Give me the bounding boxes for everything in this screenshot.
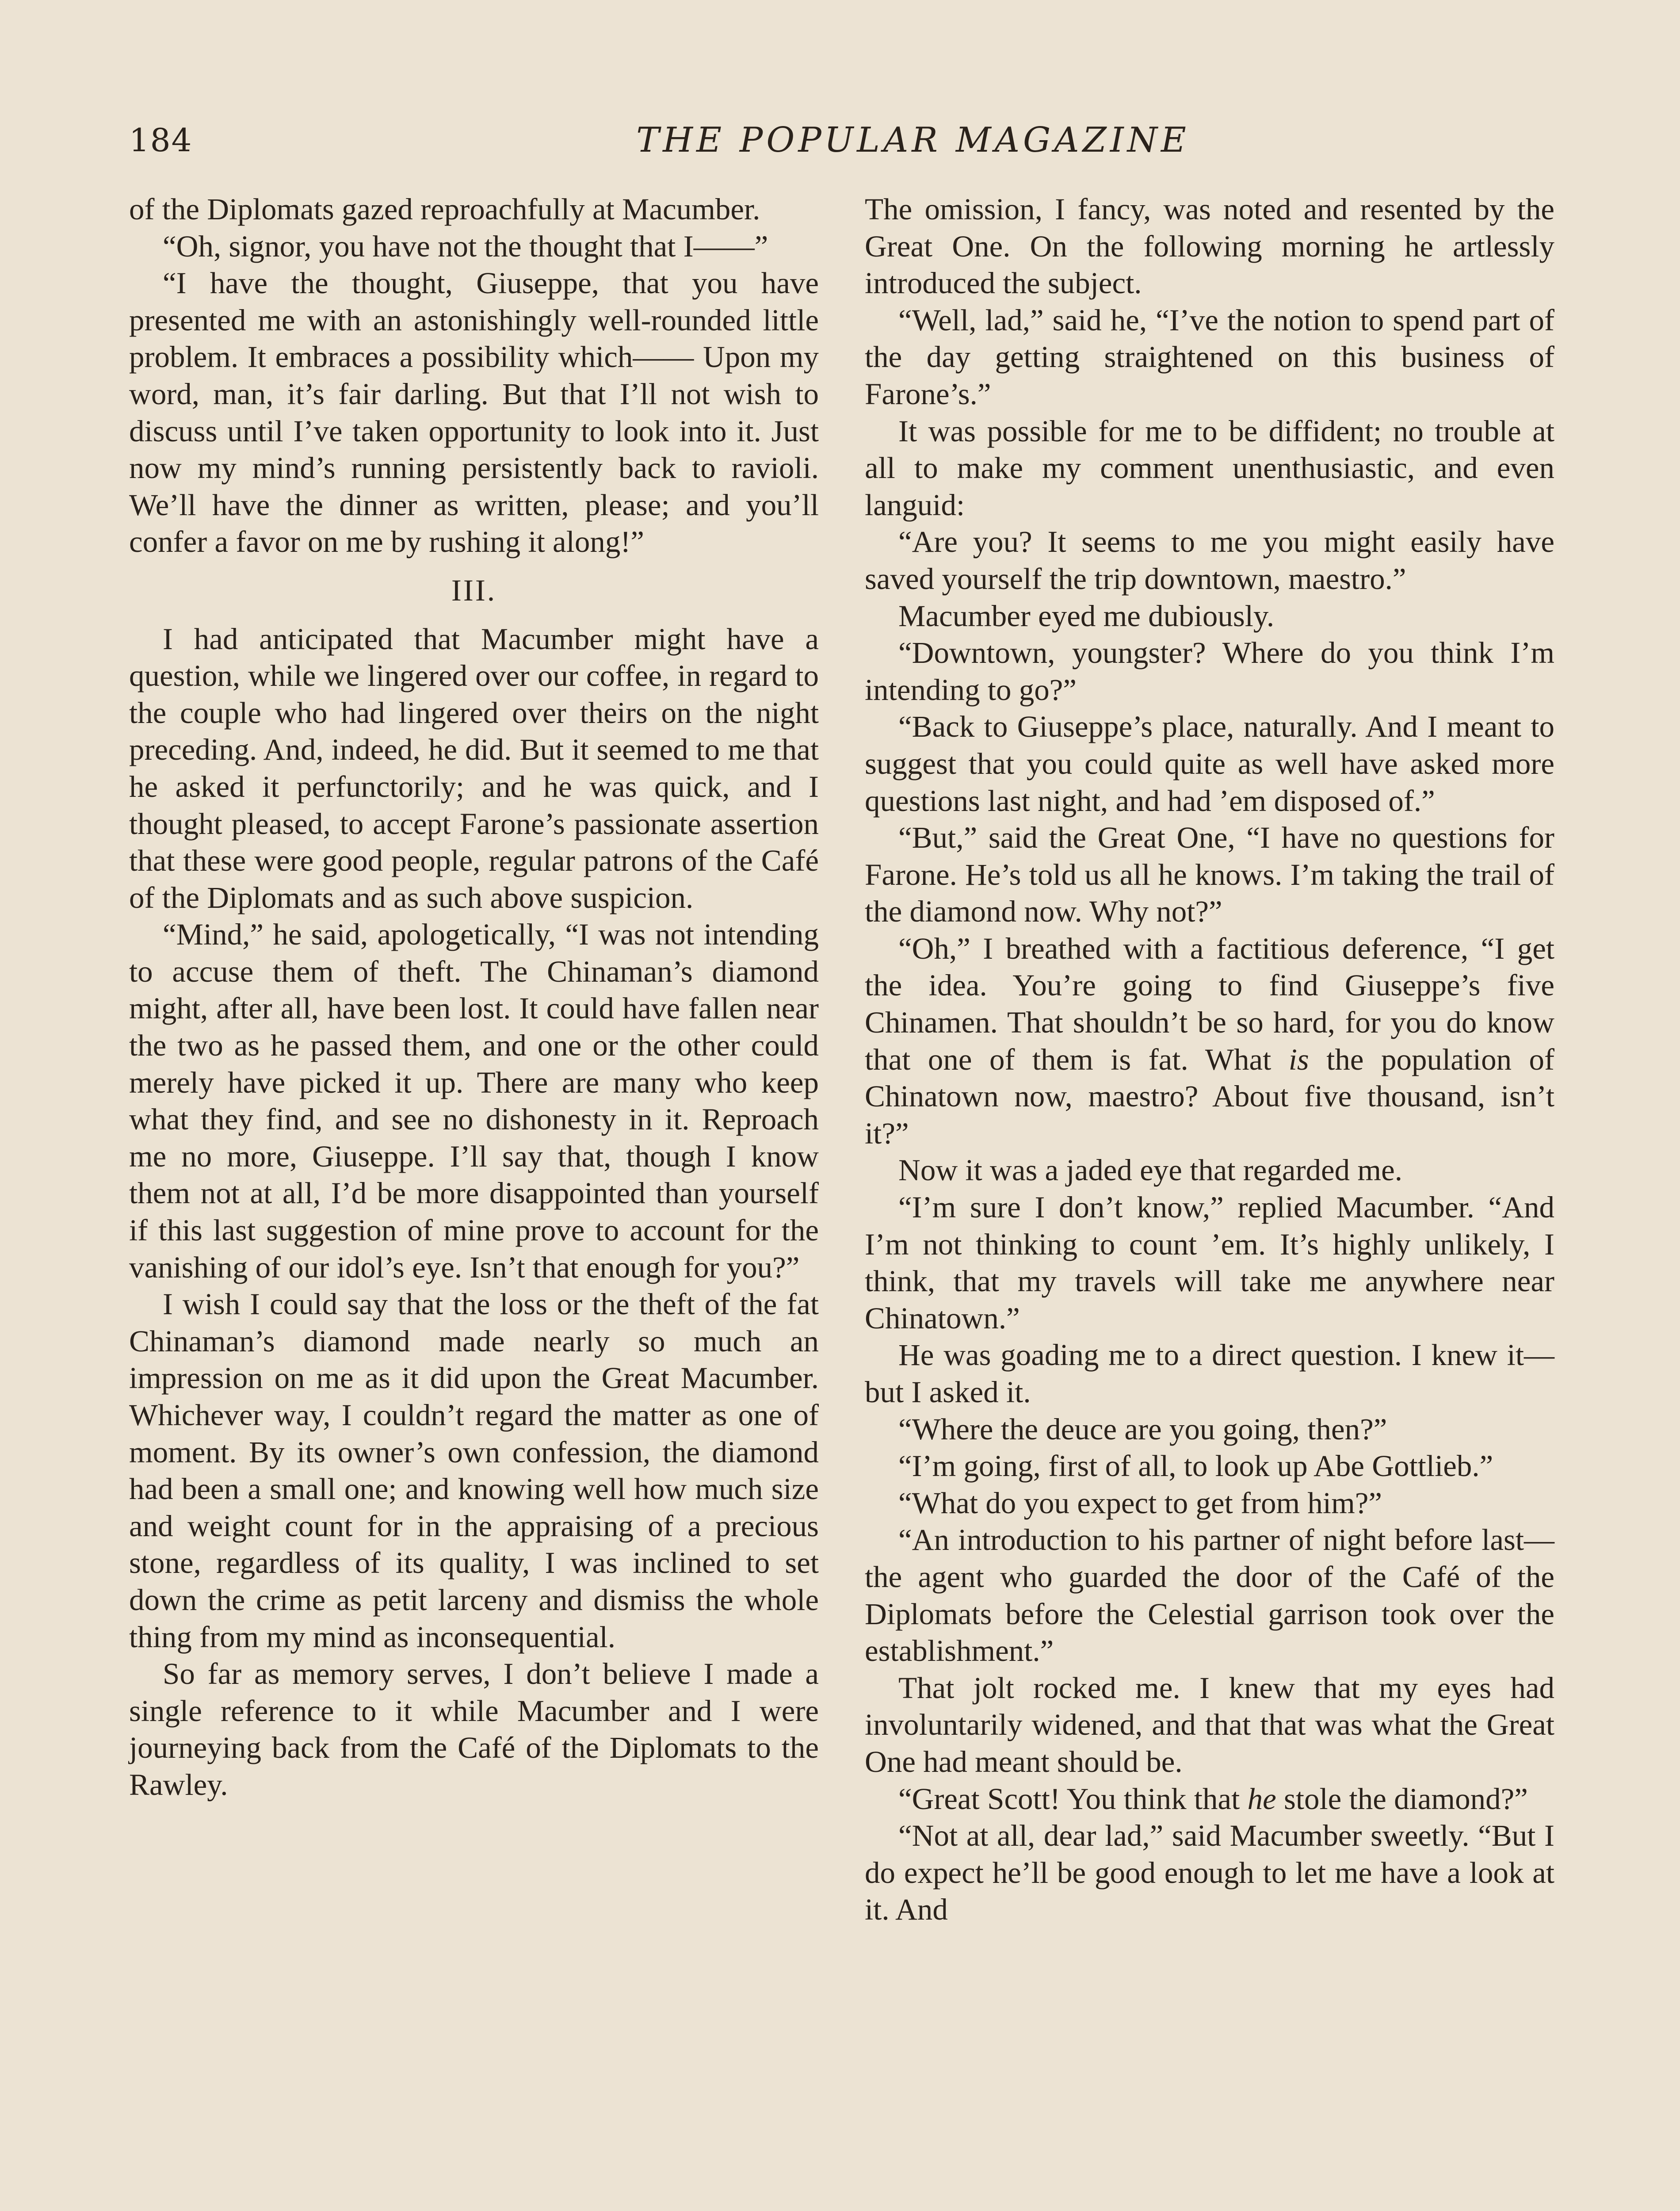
emphasis: is: [1288, 1042, 1309, 1076]
paragraph: “Where the deuce are you going, then?”: [898, 1412, 1387, 1446]
right-column: [865, 191, 1554, 1928]
paragraph: “But,” said the Great One, “I have no questions for Farone. He’s told us all he knows. I’m taking the trail of the diamond now. Why not?”: [865, 821, 1554, 929]
paragraph: “Are you? It seems to me you might easily have saved yourself the trip downtown, maestro.”: [865, 525, 1554, 596]
paragraph: “I have the thought, Giuseppe, that you have presented me with an astonishingly well-rounded little problem. It embraces a possibility which—— Upon my word, man, it’s fair darling. But that I’ll not wish to discuss until I’ve taken opportunity to look into it. Just now my mind’s running persistently back to ravioli. We’ll have the dinner as written, please; and you’ll confer a favor on me by rushing it along!”: [129, 266, 819, 559]
paragraph: “Mind,” he said, apologetically, “I was not intending to accuse them of theft. The Chinaman’s diamond might, after all, have been lost. It could have fallen near the two as he passed them, and one or the other could merely have picked it up. There are many who keep what they find, and see no dishonesty in it. Reproach me no more, Giuseppe. I’ll say that, though I know them not at all, I’d be more disappointed than yourself if this last suggestion of mine prove to account for the vanishing of our idol’s eye. Isn’t that enough for you?”: [129, 918, 819, 1284]
paragraph: The omission, I fancy, was noted and resented by the Great One. On the following morning he artlessly introduced the subject.: [865, 192, 1554, 300]
text-run: “Oh,” I breathed with a factitious deference, “I get the idea. You’re going to find Giuseppe’s five Chinamen. That shouldn’t be so hard, for you do know that one of them is fat. What: [865, 931, 1554, 1076]
paragraph: “An introduction to his partner of night before last—the agent who guarded the door of the Café of the Diplomats before the Celestial garrison took over the establishment.”: [865, 1523, 1554, 1668]
paragraph: So far as memory serves, I don’t believe I made a single reference to it while Macumber and I were journeying back from the Café of the Diplomats to the Rawley.: [129, 1657, 819, 1802]
paragraph: “Oh, signor, you have not the thought that I——”: [163, 229, 768, 263]
paragraph: [865, 930, 1554, 1152]
paragraph: That jolt rocked me. I knew that my eyes had involuntarily widened, and that that was what the Great One had meant should be.: [865, 1671, 1554, 1779]
paragraph: I had anticipated that Macumber might have a question, while we lingered over our coffee, in regard to the couple who had lingered over theirs on the night preceding. And, indeed, he did. But it seemed to me that he asked it perfunctorily; and he was quick, and I thought pleased, to accept Farone’s passionate assertion that these were good people, regular patrons of the Café of the Diplomats and as such above suspicion.: [129, 622, 819, 914]
paragraph: of the Diplomats gazed reproachfully at Macumber.: [129, 192, 760, 226]
paragraph: Now it was a jaded eye that regarded me.: [898, 1153, 1402, 1187]
page-header: [129, 116, 1551, 164]
paragraph: “What do you expect to get from him?”: [898, 1486, 1382, 1520]
paragraph: “I’m sure I don’t know,” replied Macumber. “And I’m not thinking to count ’em. It’s highly unlikely, I think, that my travels will take me anywhere near Chinatown.”: [865, 1190, 1554, 1335]
left-column: [129, 191, 819, 1804]
running-title: THE POPULAR MAGAZINE: [636, 120, 1190, 160]
emphasis: he: [1247, 1782, 1276, 1816]
paragraph: “I’m going, first of all, to look up Abe Gottlieb.”: [898, 1449, 1493, 1483]
paragraph: I wish I could say that the loss or the theft of the fat Chinaman’s diamond made nearly so much an impression on me as it did upon the Great Macumber. Whichever way, I couldn’t regard the matter as one of moment. By its owner’s own confession, the diamond had been a small one; and knowing well how much size and weight count for in the appraising of a precious stone, regardless of its quality, I was inclined to set down the crime as petit larceny and dismiss the whole thing from my mind as inconsequential.: [129, 1287, 819, 1654]
paragraph: Macumber eyed me dubiously.: [898, 599, 1275, 633]
text-run: the population of Chinatown now, maestro? About five thousand, isn’t it?”: [865, 1042, 1554, 1150]
page-number: 184: [129, 122, 193, 159]
paragraph: It was possible for me to be diffident; no trouble at all to make my comment unenthusiastic, and even languid:: [865, 414, 1554, 522]
paragraph: “Not at all, dear lad,” said Macumber sweetly. “But I do expect he’ll be good enough to let me have a look at it. And: [865, 1819, 1554, 1927]
text-run: “Great Scott! You think that: [898, 1782, 1248, 1816]
paragraph: “Downtown, youngster? Where do you think I’m intending to go?”: [865, 636, 1554, 707]
paragraph: “Well, lad,” said he, “I’ve the notion to spend part of the day getting straightened on this business of Farone’s.”: [865, 303, 1554, 411]
section-heading: III.: [451, 573, 497, 607]
paragraph: [865, 1781, 1554, 1818]
paragraph: “Back to Giuseppe’s place, naturally. And I meant to suggest that you could quite as well have asked more questions last night, and had ’em disposed of.”: [865, 710, 1554, 818]
paragraph: He was goading me to a direct question. I knew it—but I asked it.: [865, 1338, 1554, 1409]
text-run: stole the diamond?”: [1276, 1782, 1528, 1816]
